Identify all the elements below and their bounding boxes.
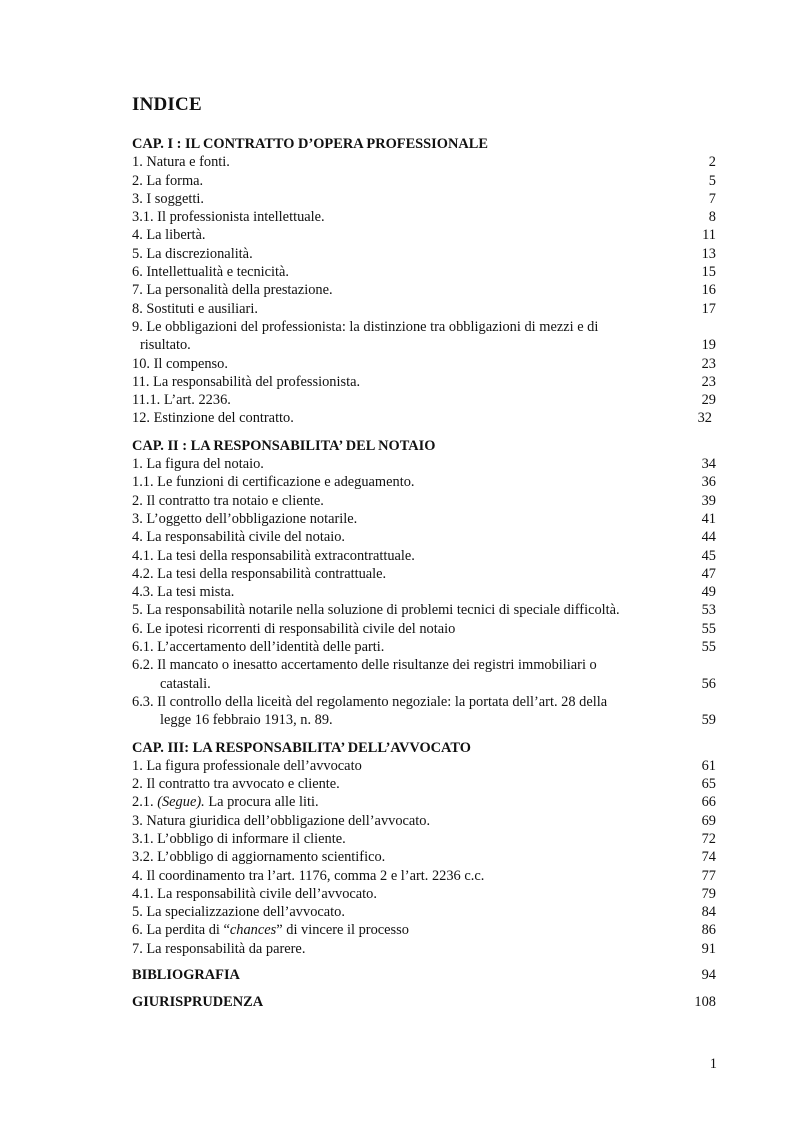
toc-entry-page: 55 (701, 620, 716, 637)
toc-entry-page: 5 (708, 172, 716, 189)
toc-entry (132, 263, 716, 281)
toc-entry-page: 55 (701, 639, 716, 656)
toc-entry-text: 5. La specializzazione dell’avvocato. (132, 904, 345, 921)
toc-entry-page: 32 (697, 410, 712, 427)
toc-entry-page: 79 (701, 885, 716, 902)
toc-entry (132, 226, 716, 244)
chapter-heading: CAP. III: LA RESPONSABILITA’ DELL’AVVOCATO (132, 739, 471, 756)
giurisprudenza-label: GIURISPRUDENZA (132, 994, 264, 1011)
toc-entry (132, 565, 716, 583)
toc-entry (132, 172, 716, 190)
toc-entry-page: 19 (701, 337, 716, 354)
toc-entry-page: 49 (701, 584, 716, 601)
toc-entry-text: 3. I soggetti. (132, 190, 204, 207)
toc-entry-text: 11. La responsabilità del professionista. (132, 373, 361, 390)
toc-entry (132, 208, 716, 226)
toc-entry-page: 72 (701, 830, 716, 847)
toc-entry-page: 11 (702, 227, 716, 244)
toc-entry-text: 3.1. L’obbligo di informare il cliente. (132, 830, 346, 847)
toc-entry-page: 34 (701, 456, 716, 473)
toc-entry-continuation: catastali. (160, 675, 211, 692)
toc-entry (132, 867, 716, 885)
toc-entry (132, 793, 716, 811)
toc-entry-text: 6. Intellettualità e tecnicità. (132, 264, 290, 281)
toc-entry-text: ” di vincere il processo (276, 922, 409, 939)
toc-entry-text: 4. La libertà. (132, 227, 206, 244)
toc-entry-text: 12. Estinzione del contratto. (132, 410, 294, 427)
toc-entry (132, 391, 716, 409)
toc-entry-page: 61 (701, 757, 716, 774)
table-of-contents (132, 135, 716, 1012)
toc-entry-text: 5. La discrezionalità. (132, 245, 253, 262)
toc-entry-text: 2. Il contratto tra notaio e cliente. (132, 492, 324, 509)
toc-entry-page: 44 (701, 529, 716, 546)
toc-entry-page: 2 (708, 154, 716, 171)
toc-entry-text: 4.1. La responsabilità civile dell’avvocato. (132, 885, 377, 902)
toc-entry-text: 2. Il contratto tra avvocato e cliente. (132, 776, 340, 793)
toc-entry-page: 16 (701, 282, 716, 299)
toc-entry-text: 4.1. La tesi della responsabilità extracontrattuale. (132, 547, 415, 564)
toc-entry-text: 9. Le obbligazioni del professionista: la distinzione tra obbligazioni di mezzi e di (132, 318, 599, 335)
toc-entry-text: 3. L’oggetto dell’obbligazione notarile. (132, 510, 358, 527)
toc-entry (132, 757, 716, 775)
toc-entry (132, 409, 716, 427)
toc-entry-text: 3.2. L’obbligo di aggiornamento scientifico. (132, 849, 386, 866)
toc-entry-text: 7. La responsabilità da parere. (132, 940, 306, 957)
toc-entry (132, 245, 716, 263)
toc-entry-text: 11.1. L’art. 2236. (132, 392, 231, 409)
toc-entry-text: 4. Il coordinamento tra l’art. 1176, comma 2 e l’art. 2236 c.c. (132, 867, 485, 884)
toc-entry-page: 84 (701, 904, 716, 921)
toc-entry-text: 1. Natura e fonti. (132, 154, 230, 171)
toc-entry-text: 3.1. Il professionista intellettuale. (132, 209, 325, 226)
chapter-heading: CAP. II : LA RESPONSABILITA’ DEL NOTAIO (132, 437, 436, 454)
toc-entry-page: 56 (701, 675, 716, 692)
bibliografia-entry (132, 966, 716, 984)
toc-entry-page: 86 (701, 922, 716, 939)
toc-entry (132, 830, 716, 848)
toc-entry (132, 528, 716, 546)
toc-entry-text: 7. La personalità della prestazione. (132, 282, 333, 299)
toc-entry-text: 6.2. Il mancato o inesatto accertamento delle risultanze dei registri immobiliari o (132, 657, 597, 674)
toc-entry-text: 3. Natura giuridica dell’obbligazione dell’avvocato. (132, 812, 431, 829)
bibliografia-label: BIBLIOGRAFIA (132, 967, 240, 984)
toc-entry-page: 69 (701, 812, 716, 829)
toc-entry-page: 45 (701, 547, 716, 564)
toc-entry-page: 77 (701, 867, 716, 884)
toc-entry-text: 4.3. La tesi mista. (132, 584, 235, 601)
toc-entry-page: 41 (701, 510, 716, 527)
toc-entry (132, 620, 716, 638)
toc-entry-page: 39 (701, 492, 716, 509)
toc-entry (132, 373, 716, 391)
toc-entry-text: 1.1. Le funzioni di certificazione e adeguamento. (132, 474, 415, 491)
toc-entry-continuation: legge 16 febbraio 1913, n. 89. (160, 712, 333, 729)
toc-entry (132, 903, 716, 921)
toc-entry-page: 17 (701, 300, 716, 317)
toc-entry-text: 6.1. L’accertamento dell’identità delle parti. (132, 639, 385, 656)
toc-entry (132, 190, 716, 208)
toc-entry-page: 13 (701, 245, 716, 262)
toc-entry (132, 711, 716, 729)
toc-entry-page: 7 (708, 190, 716, 207)
toc-entry-text: La procura alle liti. (204, 794, 319, 811)
toc-entry (132, 355, 716, 373)
toc-entry (132, 812, 716, 830)
toc-entry-page: 91 (701, 940, 716, 957)
toc-entry-text: 2.1. (132, 794, 158, 811)
toc-entry (132, 885, 716, 903)
toc-entry (132, 601, 716, 619)
toc-entry-text: 6. La perdita di “ (132, 922, 230, 939)
toc-entry-text: 6. Le ipotesi ricorrenti di responsabilità civile del notaio (132, 620, 456, 637)
toc-entry-italic: chances (229, 922, 277, 939)
bibliografia-page: 94 (701, 967, 716, 984)
toc-entry-text: 1. La figura professionale dell’avvocato (132, 757, 362, 774)
page-title: INDICE (132, 94, 202, 115)
toc-entry (132, 473, 716, 491)
toc-entry-page: 65 (701, 776, 716, 793)
toc-entry-text: 6.3. Il controllo della liceità del regolamento negoziale: la portata dell’art. 28 della (132, 693, 608, 710)
toc-entry (132, 300, 716, 318)
toc-entry-text: 2. La forma. (132, 172, 204, 189)
toc-entry (132, 638, 716, 656)
toc-entry-text: 4. La responsabilità civile del notaio. (132, 529, 345, 546)
toc-entry (132, 153, 716, 171)
page-number: 1 (709, 1056, 717, 1072)
toc-entry (132, 775, 716, 793)
toc-entry-page: 36 (701, 474, 716, 491)
toc-entry (132, 547, 716, 565)
toc-entry-text: 8. Sostituti e ausiliari. (132, 300, 258, 317)
toc-entry-page: 29 (701, 392, 716, 409)
toc-entry-page: 66 (701, 794, 716, 811)
toc-entry-page: 23 (701, 373, 716, 390)
toc-entry (132, 848, 716, 866)
toc-entry (132, 675, 716, 693)
toc-entry-page: 23 (701, 355, 716, 372)
toc-entry (132, 921, 716, 939)
toc-entry (132, 583, 716, 601)
chapter-heading: CAP. I : IL CONTRATTO D’OPERA PROFESSIONALE (132, 136, 488, 152)
toc-entry-text: 10. Il compenso. (132, 355, 228, 372)
toc-entry-italic: (Segue). (157, 794, 205, 811)
giurisprudenza-entry (132, 993, 716, 1011)
toc-entry-text: 4.2. La tesi della responsabilità contrattuale. (132, 565, 387, 582)
toc-entry (132, 492, 716, 510)
toc-entry (132, 336, 716, 354)
toc-entry-page: 15 (701, 264, 716, 281)
toc-entry (132, 455, 716, 473)
toc-entry-page: 47 (701, 565, 716, 582)
toc-entry-continuation: risultato. (140, 337, 191, 354)
toc-entry (132, 940, 716, 958)
giurisprudenza-page: 108 (694, 994, 716, 1011)
toc-entry-page: 59 (701, 712, 716, 729)
toc-entry-page: 53 (701, 602, 716, 619)
toc-entry (132, 510, 716, 528)
toc-entry-text: 1. La figura del notaio. (132, 456, 264, 473)
toc-entry-page: 8 (708, 209, 716, 226)
toc-entry-page: 74 (701, 849, 716, 866)
toc-entry (132, 281, 716, 299)
toc-entry-text: 5. La responsabilità notarile nella soluzione di problemi tecnici di speciale difficoltà. (132, 602, 620, 619)
